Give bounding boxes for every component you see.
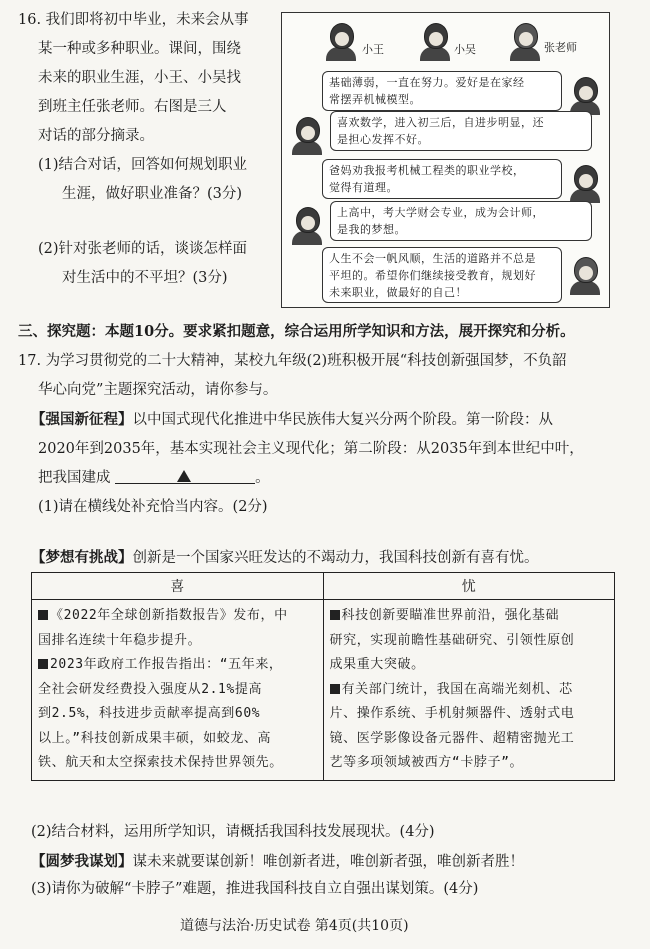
name-xiaowu: 小吴 <box>454 43 476 56</box>
bubble-xiaowu-2 <box>330 201 592 241</box>
person-teacher-icon <box>514 23 540 61</box>
bubble-3-line-1: 爸妈劝我报考机械工程类的职业学校， <box>329 164 525 177</box>
name-teacher: 张老师 <box>544 41 577 54</box>
left-line-7: 铁、航天和太空探索技术保持世界领先。 <box>38 755 283 770</box>
bubble-teacher <box>322 247 562 303</box>
bubble-5-line-2: 平坦的。希望你们继续接受教育，规划好 <box>329 269 536 282</box>
q16-line-4: 到班主任张老师。右图是三人 <box>38 99 227 115</box>
bubble-3-line-2: 觉得有道理。 <box>329 181 398 194</box>
bubble-4-line-1: 上高中，考大学财会专业，成为会计师， <box>337 206 544 219</box>
bubble-xiaowang-2 <box>322 159 562 199</box>
avatar-right-1-icon <box>574 77 600 115</box>
q17-part2-line <box>31 546 539 567</box>
q16-sub1-line-1: (1)结合对话，回答如何规划职业 <box>38 157 248 173</box>
bubble-1-line-1: 基础薄弱，一直在努力。爱好是在家经 <box>329 76 525 89</box>
part1-text-1: 以中国式现代化推进中华民族伟大复兴分两个阶段。第一阶段：从 <box>132 412 553 428</box>
tag-part1: 【强国新征程】 <box>31 411 133 428</box>
table-head-right: 忧 <box>323 573 615 600</box>
part3-text: 谋未来就要谋创新！唯创新者进，唯创新者强，唯创新者胜！ <box>132 854 524 870</box>
bubble-xiaowang-1 <box>322 71 562 111</box>
avatar-left-2-icon <box>296 207 322 245</box>
q17-line-1: 17. 为学习贯彻党的二十大精神，某校九年级(2)班积极开展“科技创新强国梦，不负韶 <box>18 353 567 369</box>
q16-line-1: 16. 我们即将初中毕业，未来会从事 <box>18 12 249 28</box>
q16-line-3: 未来的职业生涯，小王、小吴找 <box>38 70 241 86</box>
person-xiaowang-icon <box>330 23 356 61</box>
left-line-6: 以上。”科技创新成果丰硕，如蛟龙、高 <box>38 730 272 746</box>
bubble-5-line-3: 未来职业，做最好的自己！ <box>329 286 467 299</box>
right-line-7: 艺等多项领域被西方“卡脖子”。 <box>329 755 524 770</box>
compare-table <box>31 572 615 781</box>
tag-part2: 【梦想有挑战】 <box>31 549 133 566</box>
triangle-icon <box>177 470 191 482</box>
q17-part3-line <box>31 850 524 871</box>
part2-text: 创新是一个国家兴旺发达的不竭动力，我国科技创新有喜有忧。 <box>132 550 539 566</box>
left-item-2: 2023年政府工作报告指出：“五年来， <box>38 653 317 678</box>
avatar-teacher-icon <box>574 257 600 295</box>
q17-line-2: 华心向党”主题探究活动，请你参与。 <box>38 382 278 398</box>
bubble-1-line-2: 常摆弄机械模型。 <box>329 93 421 106</box>
q17-sub3: (3)请你为破解“卡脖子”难题，推进我国科技自立自强出谋划策。(4分) <box>31 881 479 897</box>
person-xiaowu-icon <box>424 23 450 61</box>
right-line-5: 片、操作系统、手机射频器件、透射式电 <box>329 706 575 721</box>
table-cell-left <box>32 600 324 781</box>
q16-sub1-line-2: 生涯，做好职业准备？(3分) <box>62 186 243 202</box>
bullet-square-icon <box>330 684 340 694</box>
bubble-5-line-1: 人生不会一帆风顺，生活的道路并不总是 <box>329 252 536 265</box>
avatar-right-2-icon <box>574 165 600 203</box>
name-xiaowang: 小王 <box>362 43 384 56</box>
right-item-2: 有关部门统计，我国在高端光刻机、芯 <box>330 678 609 703</box>
bullet-square-icon <box>38 610 48 620</box>
left-line-4: 全社会研发经费投入强度从2.1%提高 <box>38 681 263 697</box>
q16-line-2: 某一种或多种职业。课间，围绕 <box>38 41 241 57</box>
right-line-3: 成果重大突破。 <box>329 657 425 672</box>
dialogue-figure <box>281 12 610 308</box>
q17-part1-line-3 <box>38 466 270 487</box>
bullet-square-icon <box>38 659 48 669</box>
tag-part3: 【圆梦我谋划】 <box>31 853 133 870</box>
answer-blank[interactable] <box>115 469 255 484</box>
q16-sub2-line-1: (2)针对张老师的话，谈谈怎样面 <box>38 241 248 257</box>
q16-sub2-line-2: 对生活中的不平坦？(3分) <box>62 270 228 286</box>
q17-part1-line-1 <box>31 408 553 429</box>
table-cell-right <box>323 600 615 781</box>
left-line-2: 国排名连续十年稳步提升。 <box>38 632 202 648</box>
bullet-square-icon <box>330 610 340 620</box>
q17-sub2: (2)结合材料，运用所学知识，请概括我国科技发展现状。(4分) <box>31 824 435 840</box>
bubble-2-line-1: 喜欢数学，进入初三后，自进步明显，还 <box>337 116 544 129</box>
right-item-1: 科技创新要瞄准世界前沿，强化基础 <box>330 604 609 629</box>
bubble-4-line-2: 是我的梦想。 <box>337 223 406 236</box>
left-item-1: 《2022年全球创新指数报告》发布，中 <box>38 604 317 629</box>
page-footer: 道德与法治·历史试卷 第4页(共10页) <box>180 918 409 934</box>
q16-line-5: 对话的部分摘录。 <box>38 128 154 144</box>
part1-last-text: 把我国建成 <box>38 470 111 486</box>
q17-sub1: (1)请在横线处补充恰当内容。(2分) <box>38 499 268 515</box>
table-head-left: 喜 <box>32 573 324 600</box>
bubble-xiaowu-1 <box>330 111 592 151</box>
part1-end: 。 <box>255 470 270 486</box>
q17-part1-line-2: 2020年到2035年，基本实现社会主义现代化；第二阶段：从2035年到本世纪中叶， <box>38 441 584 457</box>
left-line-5: 到2.5%，科技进步贡献率提高到60% <box>38 706 261 721</box>
bubble-2-line-2: 是担心发挥不好。 <box>337 133 429 146</box>
right-line-2: 研究，实现前瞻性基础研究、引领性原创 <box>329 632 575 648</box>
avatar-left-1-icon <box>296 117 322 155</box>
section-3-heading: 三、探究题：本题10分。要求紧扣题意，综合运用所学知识和方法，展开探究和分析。 <box>18 323 575 340</box>
right-line-6: 镜、医学影像设备元器件、超精密抛光工 <box>329 730 575 746</box>
